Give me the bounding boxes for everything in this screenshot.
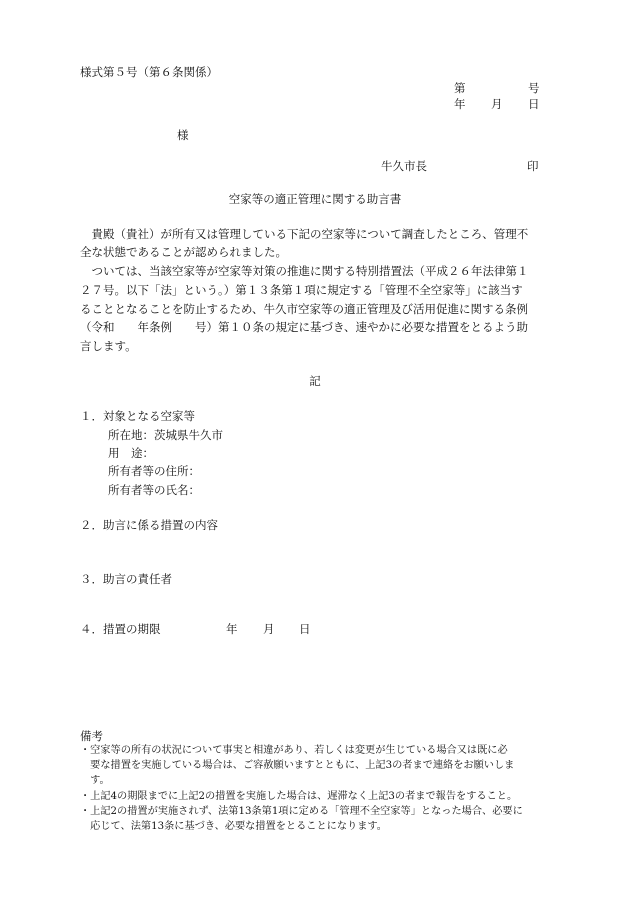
item4-heading: ４．措置の期限 (80, 622, 161, 636)
addressee-sama: 様 (177, 128, 189, 142)
body-line: ２７号。以下「法」という。）第１３条第１項に規定する「管理不全空家等」に該当す (80, 283, 523, 297)
item1-owner-address: 所有者等の住所： (108, 464, 200, 478)
body-line: （令和 年条例 号）第１０条の規定に基づき、速やかに必要な措置をとるよう助 (80, 320, 529, 334)
notes-line: す。 (80, 775, 110, 786)
item1-heading: １．対象となる空家等 (80, 409, 195, 423)
item2-heading: ２．助言に係る措置の内容 (80, 518, 218, 532)
item3-heading: ３．助言の責任者 (80, 572, 172, 586)
item1-location: 所在地：茨城県牛久市 (108, 428, 223, 442)
notes-line: 応じて、法第13条に基づき、必要な措置をとることになります。 (80, 821, 387, 832)
body-line: 貴殿（貴社）が所有又は管理している下記の空家等について調査したところ、管理不 (80, 227, 529, 241)
item4-month: 月 (263, 622, 275, 636)
item1-owner-name: 所有者等の氏名： (108, 483, 200, 497)
date-day: 日 (528, 97, 540, 111)
seal-mark: 印 (527, 159, 539, 173)
body-line: 言します。 (80, 339, 137, 353)
notes-heading: 備考 (80, 729, 103, 743)
notes-line: ・上記2の措置が実施されず、法第13条第1項に定める「管理不全空家等」となった場合、必要に (80, 806, 523, 817)
body-line: ついては、当該空家等が空家等対策の推進に関する特別措置法（平成２６年法律第１ (80, 264, 529, 278)
ki-label: 記 (309, 374, 321, 388)
body-line: ることとなることを防止するため、牛久市空家等の適正管理及び活用促進に関する条例 (80, 302, 529, 316)
notes-line: ・上記4の期限までに上記2の措置を実施した場合は、遅滞なく上記3の者まで報告をすること。 (80, 791, 518, 802)
notes-line: ・空家等の所有の状況について事実と相違があり、若しくは変更が生じている場合又は既に必 (80, 745, 508, 756)
item4-day: 日 (299, 622, 311, 636)
notes-line: 要な措置を実施している場合は、ご容赦願いますとともに、上記3の者まで連絡をお願いしま (80, 760, 515, 771)
date-year: 年 (454, 97, 466, 111)
body-line: 全な状態であることが認められました。 (80, 245, 287, 259)
date-month: 月 (491, 97, 503, 111)
item1-usage: 用 途： (108, 446, 154, 460)
sender-title: 牛久市長 (381, 159, 427, 173)
item4-year: 年 (226, 622, 238, 636)
number-label-go: 号 (528, 81, 540, 95)
number-label-dai: 第 (454, 81, 466, 95)
form-number: 様式第５号（第６条関係） (80, 65, 218, 79)
document-title: 空家等の適正管理に関する助言書 (228, 192, 402, 206)
